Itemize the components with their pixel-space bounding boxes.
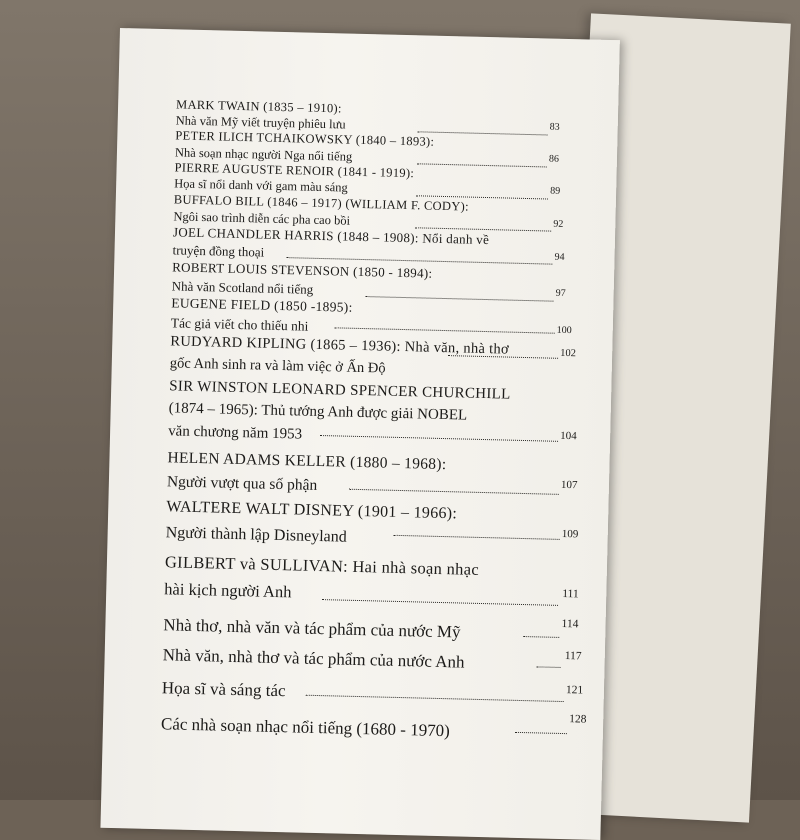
toc-entry-title: RUDYARD KIPLING (1865 – 1936): Nhà văn, nhà thơ — [170, 333, 510, 358]
toc-page-number: 107 — [560, 478, 578, 492]
toc-leader — [349, 489, 559, 495]
toc-leader — [523, 636, 559, 638]
toc-page-number: 117 — [564, 650, 582, 663]
toc-entry-title: PIERRE AUGUSTE RENOIR (1841 - 1919): — [174, 160, 415, 181]
toc-entry-title: HELEN ADAMS KELLER (1880 – 1968): — [167, 449, 447, 474]
toc-page-number: 102 — [560, 347, 577, 360]
toc-entry-title: BUFFALO BILL (1846 – 1917) (WILLIAM F. CODY): — [173, 192, 470, 214]
toc-leader — [306, 695, 564, 702]
toc-page-number: 114 — [561, 617, 579, 631]
toc-page-number: 121 — [565, 684, 584, 697]
toc-entry-title: PETER ILICH TCHAIKOWSKY (1840 – 1893): — [175, 128, 435, 149]
toc-entry-subtitle: Nhà soạn nhạc người Nga nổi tiếng — [174, 145, 353, 164]
toc-entry-subtitle: Nhà văn Scotland nổi tiếng — [171, 278, 314, 297]
toc-page-number: 83 — [549, 121, 560, 133]
toc-leader — [335, 327, 555, 333]
toc-entry-title: JOEL CHANDLER HARRIS (1848 – 1908): Nổi danh về — [172, 224, 490, 248]
toc-leader — [320, 435, 558, 442]
toc-page-number: 86 — [548, 153, 560, 165]
toc-page-number: 111 — [562, 587, 579, 601]
toc-entry-title: Họa sĩ và sáng tác — [161, 678, 286, 701]
toc-page-number: 128 — [569, 713, 587, 726]
toc-leader — [365, 296, 553, 302]
toc-page-number: 97 — [555, 287, 566, 299]
toc-entry-subtitle: Nhà văn Mỹ viết truyện phiêu lưu — [175, 113, 346, 132]
toc-leader — [394, 535, 560, 540]
toc-page-number: 109 — [561, 527, 579, 541]
toc-entry-subtitle: Ngôi sao trình diễn các pha cao bồi — [173, 209, 351, 228]
toc-entry-subtitle: truyện đồng thoại — [172, 242, 265, 260]
toc-entry-title: Nhà văn, nhà thơ và tác phẩm của nước Anh — [162, 645, 465, 672]
toc-entry-subtitle: Họa sĩ nổi danh với gam màu sáng — [174, 176, 348, 195]
toc-leader — [322, 599, 558, 606]
toc-page-number: 89 — [550, 185, 561, 197]
toc-page-number: 100 — [556, 324, 572, 337]
toc-entry-title: ROBERT LOUIS STEVENSON (1850 - 1894): — [171, 259, 433, 281]
toc-entry-subtitle: (1874 – 1965): Thủ tướng Anh được giải NOBEL — [168, 400, 468, 424]
toc-entry-subtitle: Người vượt qua số phận — [166, 473, 318, 494]
toc-entry-subtitle: gốc Anh sinh ra và làm việc ở Ấn Độ — [169, 355, 386, 377]
toc-entry-title: EUGENE FIELD (1850 -1895): — [171, 295, 353, 315]
book-page — [100, 28, 619, 840]
toc-leader — [537, 666, 561, 668]
toc-entry-subtitle: hài kịch người Anh — [164, 579, 292, 602]
toc-entry-subtitle: Người thành lập Disneyland — [165, 524, 347, 546]
toc-entry-title: GILBERT và SULLIVAN: Hai nhà soạn nhạc — [164, 552, 480, 579]
toc-entry-title: WALTERE WALT DISNEY (1901 – 1966): — [166, 498, 458, 523]
toc-entry-title: SIR WINSTON LEONARD SPENCER CHURCHILL — [169, 378, 511, 403]
toc-entry-title: MARK TWAIN (1835 – 1910): — [175, 97, 342, 116]
toc-leader — [515, 732, 567, 734]
toc-entry-title: Nhà thơ, nhà văn và tác phẩm của nước Mỹ — [163, 615, 461, 642]
toc-page-number: 104 — [560, 429, 577, 443]
toc-page-number: 92 — [553, 218, 564, 230]
table-of-contents — [100, 28, 619, 840]
toc-entry-subtitle: Tác giả viết cho thiếu nhi — [170, 315, 309, 334]
toc-entry-title: Các nhà soạn nhạc nổi tiếng (1680 - 1970) — [160, 714, 451, 741]
toc-page-number: 94 — [554, 251, 565, 263]
toc-leader — [418, 131, 548, 135]
toc-leader — [417, 163, 547, 167]
toc-entry-subtitle: văn chương năm 1953 — [167, 423, 303, 443]
toc-leader — [448, 355, 558, 359]
